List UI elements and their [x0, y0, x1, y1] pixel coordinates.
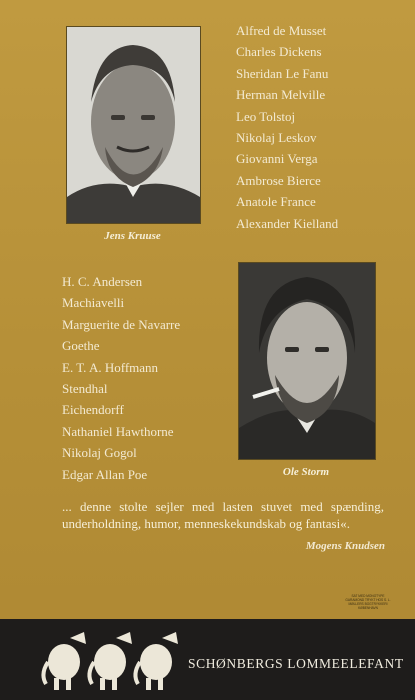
elephant-logo-icon: [43, 632, 86, 690]
author-name: Stendhal: [62, 381, 108, 397]
author-name: Nikolaj Leskov: [236, 130, 317, 146]
author-name: Edgar Allan Poe: [62, 466, 148, 482]
author-name: Sheridan Le Fanu: [236, 65, 329, 81]
author-name: Anatole France: [236, 194, 316, 210]
author-name: Alexander Kielland: [236, 215, 339, 231]
quote-attribution: Mogens Knudsen: [305, 540, 385, 552]
author-list-left: [62, 271, 180, 485]
printer-note: SAT MED MONOTYPE GARAMOND TRYKT HOS S. L. MØLLERS BOGTRYKKERI KØBENHAVN: [345, 594, 391, 610]
portrait-photo-ole-storm: [238, 262, 376, 460]
author-name: Leo Tolstoj: [236, 108, 296, 124]
elephant-logo-icons: [40, 622, 185, 696]
portrait-photo-jens-kruuse: [66, 26, 201, 224]
elephant-logo-icon: [135, 632, 178, 690]
author-name: Machiavelli: [62, 295, 125, 311]
author-list-right: [236, 20, 338, 234]
author-name: Goethe: [62, 338, 100, 354]
author-name: Marguerite de Navarre: [62, 316, 181, 332]
author-name: E. T. A. Hoffmann: [62, 359, 159, 375]
cover-quote: ... denne stolte sejler med lasten stuvet med spænding, underholdning, humor, menneskekundskab og fantasi«.: [62, 499, 384, 531]
portrait-ole-storm-illustration: [239, 263, 375, 459]
author-name: Alfred de Musset: [236, 23, 327, 38]
author-name: Nikolaj Gogol: [62, 445, 137, 461]
elephant-logo-icon: [89, 632, 132, 690]
author-name: H. C. Andersen: [62, 274, 143, 289]
author-name: Herman Melville: [236, 87, 326, 103]
author-name: Charles Dickens: [236, 44, 322, 60]
portrait-jens-kruuse-illustration: [67, 27, 200, 223]
author-name: Ambrose Bierce: [236, 172, 321, 188]
author-name: Eichendorff: [62, 402, 124, 418]
author-name: Nathaniel Hawthorne: [62, 423, 174, 439]
caption-jens-kruuse: Jens Kruuse: [104, 230, 161, 242]
author-name: Giovanni Verga: [236, 151, 318, 167]
caption-ole-storm: Ole Storm: [282, 466, 330, 478]
publisher-name: SCHØNBERGS LOMMEELEFANT: [188, 656, 404, 671]
